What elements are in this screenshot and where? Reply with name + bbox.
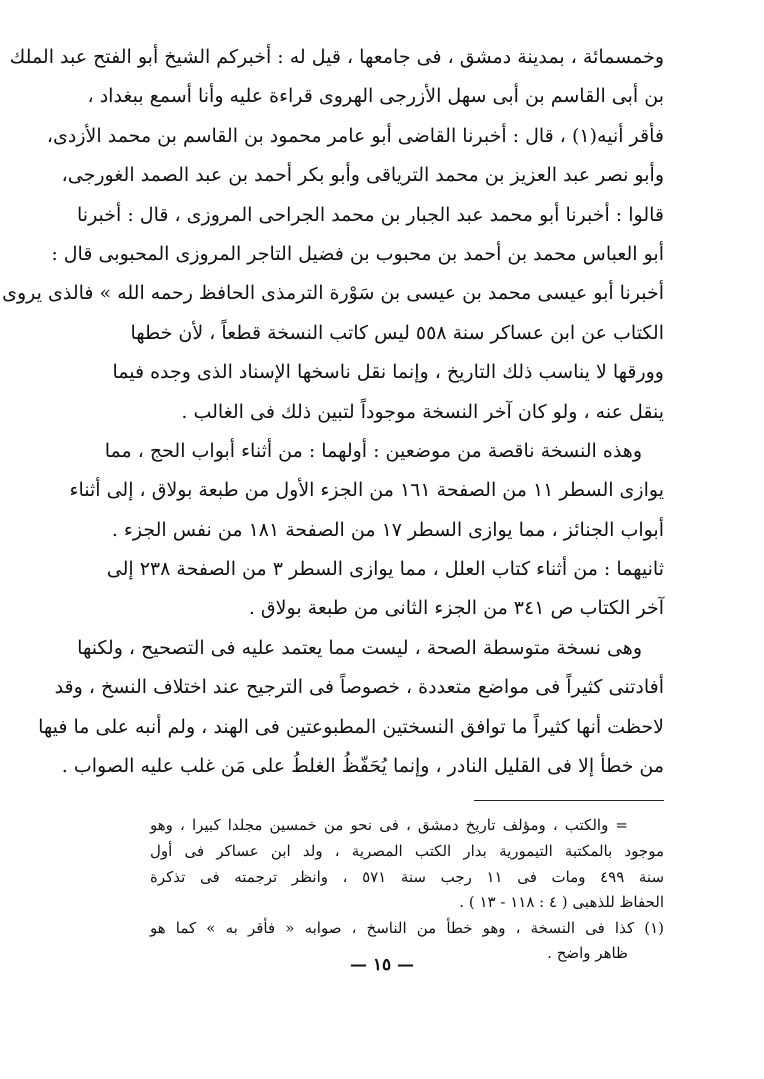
text-line: الكتاب عن ابن عساكر سنة ٥٥٨ ليس كاتب النسخة قطعاً ، لأن خطها (130, 321, 664, 344)
text-line: أبواب الجنائز ، مما يوازى السطر ١٧ من الصفحة ١٨١ من نفس الجزء . (111, 518, 664, 541)
main-text (2, 38, 664, 786)
footnote-separator (474, 800, 664, 801)
text-line: وورقها لا يناسب ذلك التاريخ ، وإنما نقل ناسخها الإسناد الذى وجده فيما (112, 361, 664, 384)
text-line: بن أبى القاسم بن أبى سهل الأزرجى الهروى قراءة عليه وأنا أسمع ببغداد ، (87, 85, 664, 108)
text-line: فأقر أنيه(١) ، قال : أخبرنا القاضى أبو عامر محمود بن القاسم بن محمد الأزدى، (46, 124, 664, 147)
text-line: وخمسمائة ، بمدينة دمشق ، فى جامعها ، قيل له : أخبركم الشيخ أبو الفتح عبد الملك (9, 46, 664, 68)
footnote-line: سنة ٤٩٩ ومات فى ١١ رجب سنة ٥٧١ ، وانظر ترجمته فى تذكرة (150, 867, 665, 886)
text-line: آخر الكتاب ص ٣٤١ من الجزء الثانى من طبعة بولاق . (248, 597, 664, 620)
footnotes (150, 813, 664, 967)
footnote-line: الحفاظ للذهبى ( ٤ : ١١٨ - ١٣ ) . (459, 893, 664, 912)
text-line: أبو العباس محمد بن أحمد بن محبوب بن فضيل التاجر المروزى المحبوبى قال : (51, 242, 664, 265)
text-line: يوازى السطر ١١ من الصفحة ١٦١ من الجزء الأول من طبعة بولاق ، إلى أثناء (69, 479, 664, 502)
text-line: أخبرنا أبو عيسى محمد بن عيسى بن سَوْرة الترمذى الحافظ رحمه الله » فالذى يروى (2, 282, 664, 305)
text-line: وأبو نصر عبد العزيز بن محمد الترياقى وأبو بكر أحمد بن عبد الصمد الغورجى، (61, 164, 664, 187)
text-line: وهذه النسخة ناقصة من موضعين : أولهما : من أثناء أبواب الحج ، مما (104, 439, 642, 462)
text-line: لاحظت أنها كثيراً ما توافق النسختين المطبوعتين فى الهند ، ولم أنبه على ما فيها (38, 715, 664, 738)
footnote-line: ظاهر واضح . (547, 944, 628, 963)
footnote-line: (١) كذا فى النسخة ، وهو خطأ من الناسخ ، صوابه « فأقر به » كما هو (150, 918, 664, 937)
text-line: قالوا : أخبرنا أبو محمد عبد الجبار بن محمد الجراحى المروزى ، قال : أخبرنا (77, 203, 664, 226)
page-number: — ١٥ — (349, 955, 415, 975)
text-line: وهى نسخة متوسطة الصحة ، ليست مما يعتمد عليه فى التصحيح ، ولكنها (77, 636, 642, 659)
footnote-line: = والكتب ، ومؤلف تاريخ دمشق ، فى نحو من خمسين مجلدا كبيرا ، وهو (150, 816, 628, 835)
text-line: ينقل عنه ، ولو كان آخر النسخة موجوداً لتبين ذلك فى الغالب . (181, 400, 664, 423)
text-line: أفادتنى كثيراً فى مواضع متعددة ، خصوصاً فى الترجيح عند اختلاف النسخ ، وقد (54, 676, 664, 699)
text-line: ثانيهما : من أثناء كتاب العلل ، مما يوازى السطر ٣ من الصفحة ٢٣٨ إلى (106, 558, 664, 581)
footnote-line: موجود بالمكتبة التيمورية بدار الكتب المصرية ، ولد ابن عساكر فى أول (150, 842, 664, 861)
text-line: من خطأ إلا فى القليل النادر ، وإنما يُحَفّظُ الغلطُ على مَن غلب عليه الصواب . (61, 755, 664, 778)
